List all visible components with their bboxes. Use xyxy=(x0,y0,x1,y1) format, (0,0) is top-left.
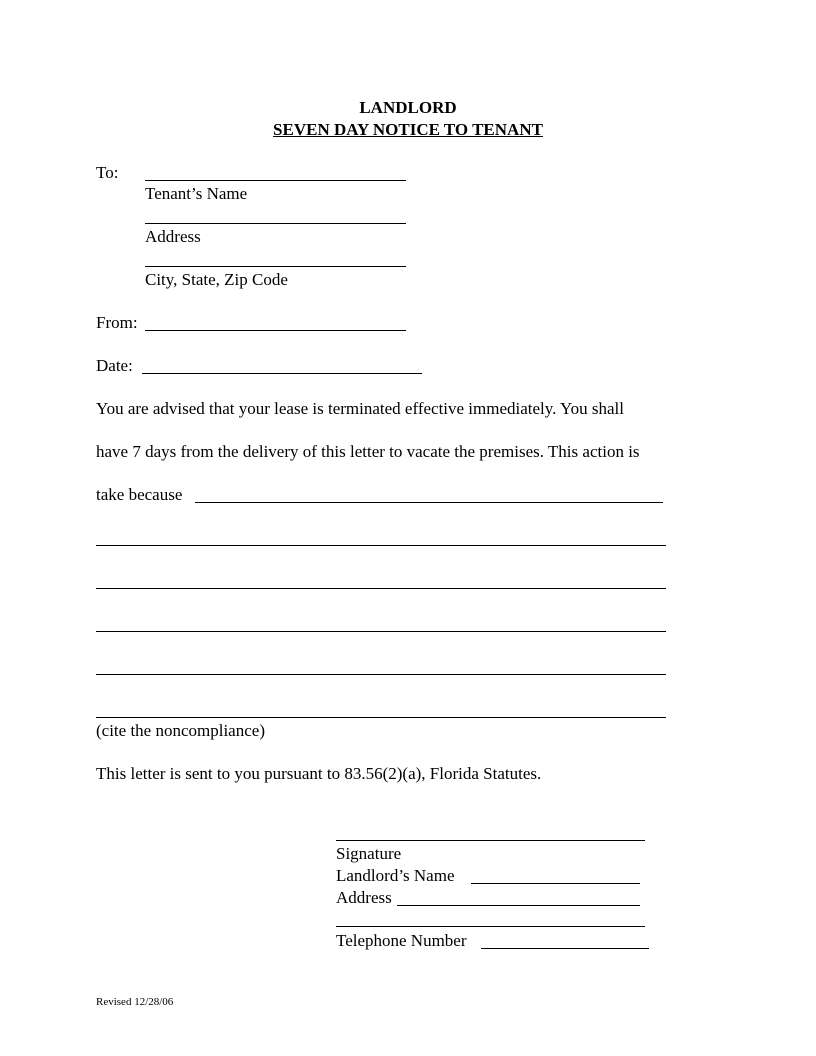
landlord-address-line-2[interactable] xyxy=(336,926,645,927)
landlord-address-line[interactable] xyxy=(397,905,640,906)
reason-line-1[interactable] xyxy=(195,502,663,503)
body-line-2: have 7 days from the delivery of this letter to vacate the premises. This action is xyxy=(96,442,640,461)
title-landlord: LANDLORD xyxy=(359,98,457,117)
landlord-name-label: Landlord’s Name xyxy=(336,866,455,885)
body-line-1: You are advised that your lease is terminated effective immediately. You shall xyxy=(96,399,624,418)
landlord-name-line[interactable] xyxy=(471,883,640,884)
reason-line-2[interactable] xyxy=(96,545,666,546)
reason-line-5[interactable] xyxy=(96,674,666,675)
cite-caption: (cite the noncompliance) xyxy=(96,721,265,740)
reason-line-4[interactable] xyxy=(96,631,666,632)
telephone-label: Telephone Number xyxy=(336,931,467,950)
date-line[interactable] xyxy=(142,373,422,374)
tenant-name-line[interactable] xyxy=(145,180,406,181)
from-label: From: xyxy=(96,313,138,332)
signature-caption: Signature xyxy=(336,844,402,863)
signature-line[interactable] xyxy=(336,840,645,841)
date-label: Date: xyxy=(96,356,133,375)
revised-date: Revised 12/28/06 xyxy=(96,996,174,1008)
title-notice: SEVEN DAY NOTICE TO TENANT xyxy=(273,120,543,139)
from-line[interactable] xyxy=(145,330,406,331)
address-line[interactable] xyxy=(145,223,406,224)
statute-text: This letter is sent to you pursuant to 83.56(2)(a), Florida Statutes. xyxy=(96,764,542,783)
reason-line-3[interactable] xyxy=(96,588,666,589)
city-state-zip-caption: City, State, Zip Code xyxy=(145,270,288,289)
telephone-line[interactable] xyxy=(481,948,649,949)
body-line-3: take because xyxy=(96,485,183,504)
tenant-name-caption: Tenant’s Name xyxy=(145,184,248,203)
landlord-address-label: Address xyxy=(336,888,392,907)
to-label: To: xyxy=(96,163,119,182)
address-caption: Address xyxy=(145,227,201,246)
reason-line-6[interactable] xyxy=(96,717,666,718)
city-state-zip-line[interactable] xyxy=(145,266,406,267)
